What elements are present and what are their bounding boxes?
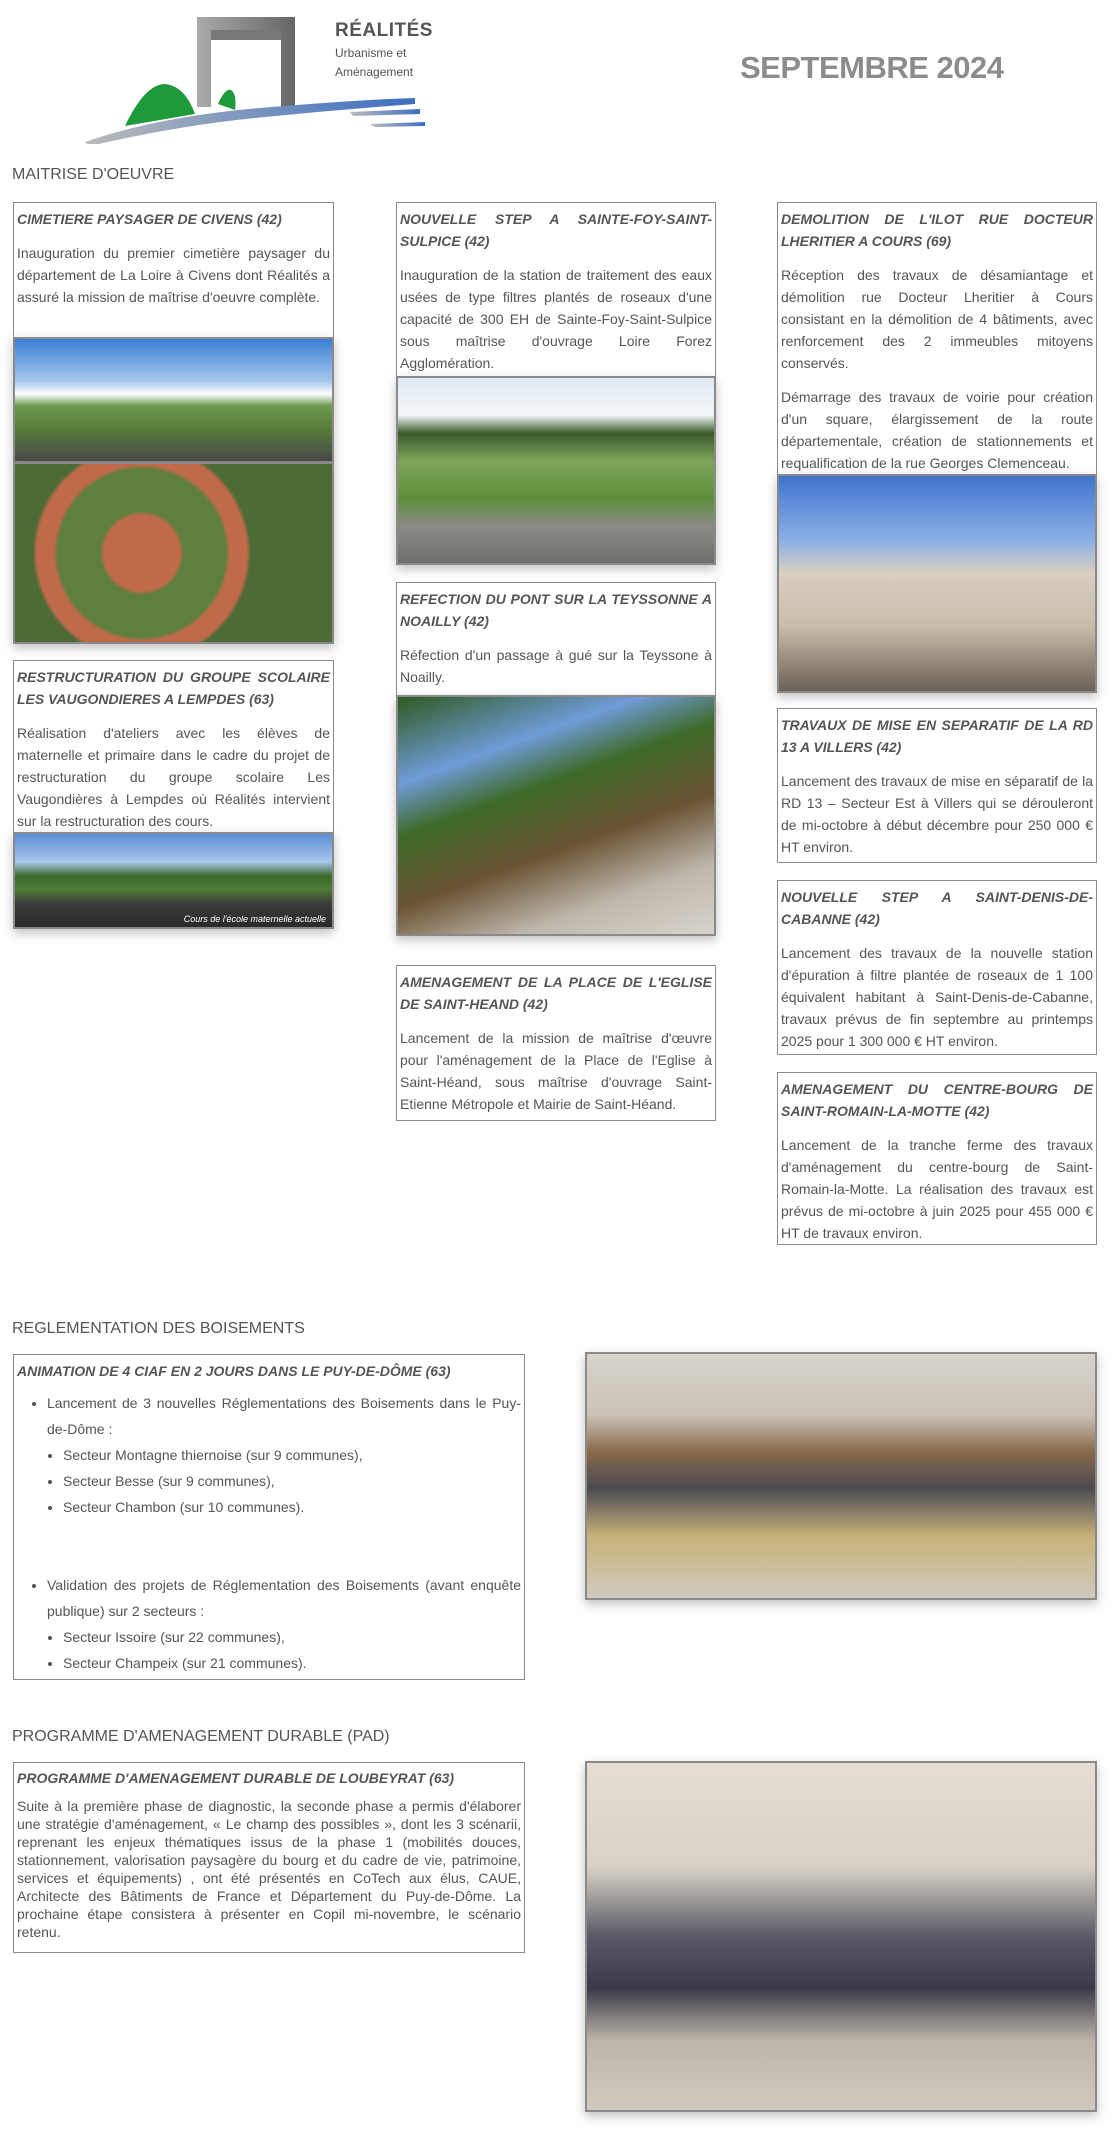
photo-noailly-bridge [396, 695, 716, 936]
photo-lempdes-school [13, 832, 334, 929]
card-text: Lancement des travaux de la nouvelle station d'épuration à filtre plantée de roseaux de 1 100 équivalent habitant à Saint-Denis-de-Cabanne, travaux prévus de fin septembre au printemps 2025 pour 1 300 000 € HT environ. [781, 945, 1093, 1049]
list-item-text: Validation des projets de Réglementation des Boisements (avant enquête publique) sur 2 secteurs : [47, 1577, 521, 1619]
card-text: Lancement de la tranche ferme des travaux d'aménagement du centre-bourg de Saint-Romain-la-Motte. La réalisation des travaux est prévus de mi-octobre à juin 2025 pour 455 000 € HT de travaux environ. [781, 1137, 1093, 1241]
card-text: Réalisation d'ateliers avec les élèves de maternelle et primaire dans le cadre du projet de restructuration du groupe scolaire Les Vaugondières à Lempdes où Réalités intervient sur la restructuration des cours. [17, 725, 330, 829]
card-villers [777, 708, 1097, 863]
card-loubeyrat [13, 1762, 525, 1953]
list-item: • Secteur Montagne thiernoise (sur 9 communes), [63, 1442, 521, 1468]
photo-cours-building [777, 474, 1097, 693]
card-title: DEMOLITION DE L'ILOT RUE DOCTEUR LHERITIER A COURS (69) [781, 211, 1093, 249]
card-saint-heand [396, 965, 716, 1121]
card-title: NOUVELLE STEP A SAINT-DENIS-DE-CABANNE (42) [781, 889, 1093, 927]
card-title: RESTRUCTURATION DU GROUPE SCOLAIRE LES VAUGONDIERES A LEMPDES (63) [17, 669, 330, 707]
photo-sainte-foy-step [396, 376, 716, 565]
card-text: Suite à la première phase de diagnostic, la seconde phase a permis d'élaborer une stratégie d'aménagement, « Le champ des possibles », dont les 3 scénarii, reprenant les enjeux thématiques issus de la phase 1 (mobilités douces, stationnement, valorisation paysagère du bourg et du cadre de vie, patrimoine, services et équipements) , ont été présentés en CoTech aux élus, CAUE, Architecte des Bâtiments de France et Département du Puy-de-Dôme. La prochaine étape consistera à présenter en Copil mi-novembre, le scénario retenu. [17, 1798, 521, 1940]
card-cabanne [777, 880, 1097, 1055]
card-ciaf [13, 1354, 525, 1680]
photo-civens-aerial [13, 462, 334, 644]
card-title: NOUVELLE STEP A SAINTE-FOY-SAINT-SULPICE (42) [400, 211, 712, 249]
section-title-reglementation: REGLEMENTATION DES BOISEMENTS [12, 1320, 305, 1337]
card-text-2: Démarrage des travaux de voirie pour création d'un square, élargissement de la route départementale, création de stationnements et requalification de la rue Georges Clemenceau. [781, 389, 1093, 471]
card-title: CIMETIERE PAYSAGER DE CIVENS (42) [17, 211, 282, 227]
list-item: • Secteur Issoire (sur 22 communes), [63, 1624, 521, 1650]
brand-subtitle-2: Aménagement [335, 65, 414, 79]
photo-caption: Cours de l'école maternelle actuelle [183, 914, 326, 924]
brand-name: RÉALITÉS [335, 20, 433, 41]
card-title: ANIMATION DE 4 CIAF EN 2 JOURS DANS LE PUY-DE-DÔME (63) [17, 1363, 451, 1379]
photo-civens-cemetery [13, 337, 334, 463]
section-title-pad: PROGRAMME D'AMENAGEMENT DURABLE (PAD) [12, 1728, 390, 1745]
card-title: AMENAGEMENT DU CENTRE-BOURG DE SAINT-ROMAIN-LA-MOTTE (42) [781, 1081, 1093, 1119]
list-item [47, 1390, 521, 1520]
card-sainte-foy [396, 202, 716, 377]
photo-ciaf-meeting [585, 1352, 1097, 1600]
card-lempdes [13, 660, 334, 833]
card-title: TRAVAUX DE MISE EN SEPARATIF DE LA RD 13 A VILLERS (42) [781, 717, 1093, 755]
card-text: Inauguration de la station de traitement des eaux usées de type filtres plantés de roseaux d'une capacité de 300 EH de Sainte-Foy-Saint-Sulpice sous maîtrise d'ouvrage Loire Forez Agglomération. [400, 267, 712, 371]
list-item: • Secteur Besse (sur 9 communes), [63, 1468, 521, 1494]
card-text-1: Réception des travaux de désamiantage et démolition rue Docteur Lheritier à Cours consistant en la démolition de 4 bâtiments, avec renforcement des 2 immeubles mitoyens conservés. [781, 267, 1093, 371]
card-cours [777, 202, 1097, 475]
card-title: PROGRAMME D'AMENAGEMENT DURABLE DE LOUBEYRAT (63) [17, 1770, 455, 1786]
card-title: REFECTION DU PONT SUR LA TEYSSONNE A NOAILLY (42) [400, 591, 712, 629]
brand [335, 20, 433, 80]
card-noailly [396, 582, 716, 696]
card-civens [13, 202, 334, 338]
brand-subtitle-1: Urbanisme et [335, 46, 407, 60]
ciaf-list-2 [17, 1572, 521, 1676]
card-text: Lancement des travaux de mise en séparatif de la RD 13 – Secteur Est à Villers qui se dérouleront de mi-octobre à début décembre pour 250 000 € HT environ. [781, 773, 1093, 855]
list-item: • Secteur Chambon (sur 10 communes). [63, 1494, 521, 1520]
card-title: AMENAGEMENT DE LA PLACE DE L'EGLISE DE SAINT-HEAND (42) [400, 974, 712, 1012]
photo-loubeyrat-meeting [585, 1761, 1097, 2112]
list-item-text: Lancement de 3 nouvelles Réglementations des Boisements dans le Puy-de-Dôme : [47, 1395, 521, 1437]
section-title-maitrise: MAITRISE D'OEUVRE [12, 166, 175, 183]
card-saint-romain [777, 1072, 1097, 1245]
list-item: • Secteur Champeix (sur 21 communes). [63, 1650, 521, 1676]
ciaf-list [17, 1390, 521, 1520]
card-text: Lancement de la mission de maîtrise d'œuvre pour l'aménagement de la Place de l'Eglise à Saint-Héand, sous maîtrise d'ouvrage Saint-Etienne Métropole et Mairie de Saint-Héand. [400, 1030, 712, 1112]
card-text: Inauguration du premier cimetière paysager du département de La Loire à Civens dont Réalités a assuré la mission de maîtrise d'oeuvre complète. [17, 245, 330, 305]
list-item [47, 1572, 521, 1676]
card-text: Réfection d'un passage à gué sur la Teyssone à Noailly. [400, 647, 712, 685]
issue-month: SEPTEMBRE 2024 [740, 50, 1004, 85]
